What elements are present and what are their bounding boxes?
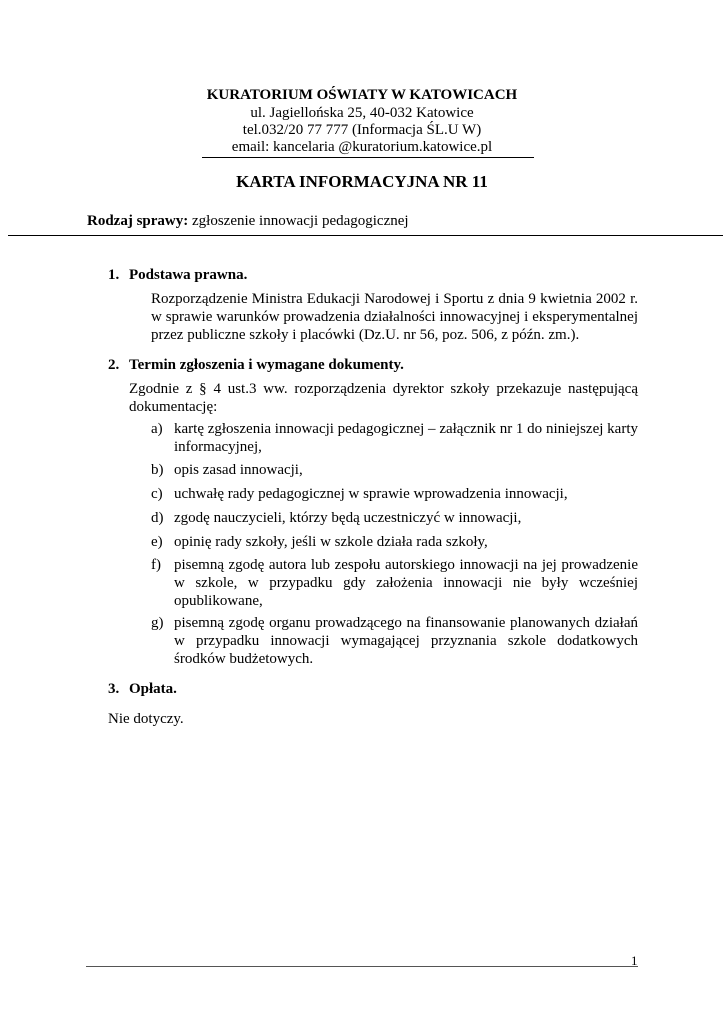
footer-divider	[86, 966, 638, 967]
list-item-text: zgodę nauczycieli, którzy będą uczestniczyć w innowacji,	[174, 510, 522, 526]
case-type-label: Rodzaj sprawy:	[87, 213, 189, 229]
list-item	[151, 461, 638, 479]
case-divider	[8, 235, 723, 236]
list-item-text: opis zasad innowacji,	[174, 462, 303, 478]
section-3-number: 3.	[108, 681, 120, 697]
list-item-letter: d)	[151, 510, 164, 526]
page-title: KARTA INFORMACYJNA NR 11	[236, 172, 488, 191]
list-item-letter: f)	[151, 557, 161, 573]
list-item-text: pisemną zgodę organu prowadzącego na finansowanie planowanych działań w przypadku innowacji wymagającej przyznania szkole dodatkowych środków budżetowych.	[174, 615, 638, 667]
institution-name: KURATORIUM OŚWIATY W KATOWICACH	[206, 87, 518, 103]
case-type	[87, 212, 409, 230]
list-item-letter: a)	[151, 421, 163, 437]
list-item-letter: c)	[151, 486, 163, 502]
section-2-heading: Termin zgłoszenia i wymagane dokumenty.	[129, 357, 404, 373]
institution-email: email: kancelaria @kuratorium.katowice.pl	[231, 139, 493, 155]
header-divider	[202, 157, 534, 158]
list-item-text: kartę zgłoszenia innowacji pedagogicznej – załącznik nr 1 do niniejszej karty informacyjnej,	[174, 421, 638, 455]
list-item-text: opinię rady szkoły, jeśli w szkole działa rada szkoły,	[174, 534, 488, 550]
list-item	[151, 533, 638, 551]
list-item-letter: g)	[151, 615, 164, 631]
page-number: 1	[631, 953, 638, 968]
list-item	[151, 614, 638, 668]
section-1-number: 1.	[108, 267, 120, 283]
section-2-number: 2.	[108, 357, 120, 373]
list-item-letter: e)	[151, 534, 163, 550]
list-item	[151, 556, 638, 610]
list-item	[151, 485, 638, 503]
list-item	[151, 420, 638, 456]
case-type-value: zgłoszenie innowacji pedagogicznej	[188, 213, 409, 229]
section-2-intro: Zgodnie z § 4 ust.3 ww. rozporządzenia dyrektor szkoły przekazuje następującą dokumentację:	[129, 381, 638, 415]
list-item-text: uchwałę rady pedagogicznej w sprawie wprowadzenia innowacji,	[174, 486, 568, 502]
section-3-body: Nie dotyczy.	[108, 711, 184, 727]
list-item	[151, 509, 638, 527]
section-1-body: Rozporządzenie Ministra Edukacji Narodowej i Sportu z dnia 9 kwietnia 2002 r. w sprawie warunków prowadzenia działalności innowacyjnej i eksperymentalnej przez publiczne szkoły i placówki (Dz.U. nr 56, poz. 506, z późn. zm.).	[151, 291, 638, 343]
institution-phone: tel.032/20 77 777 (Informacja ŚL.U W)	[242, 122, 482, 138]
list-item-letter: b)	[151, 462, 164, 478]
list-item-text: pisemną zgodę autora lub zespołu autorskiego innowacji na jej prowadzenie w szkole, w przypadku gdy założenia innowacji nie były wcześniej opublikowane,	[174, 557, 638, 609]
institution-address: ul. Jagiellońska 25, 40-032 Katowice	[250, 105, 474, 121]
section-1-heading: Podstawa prawna.	[129, 267, 248, 283]
section-3-heading: Opłata.	[129, 681, 177, 697]
